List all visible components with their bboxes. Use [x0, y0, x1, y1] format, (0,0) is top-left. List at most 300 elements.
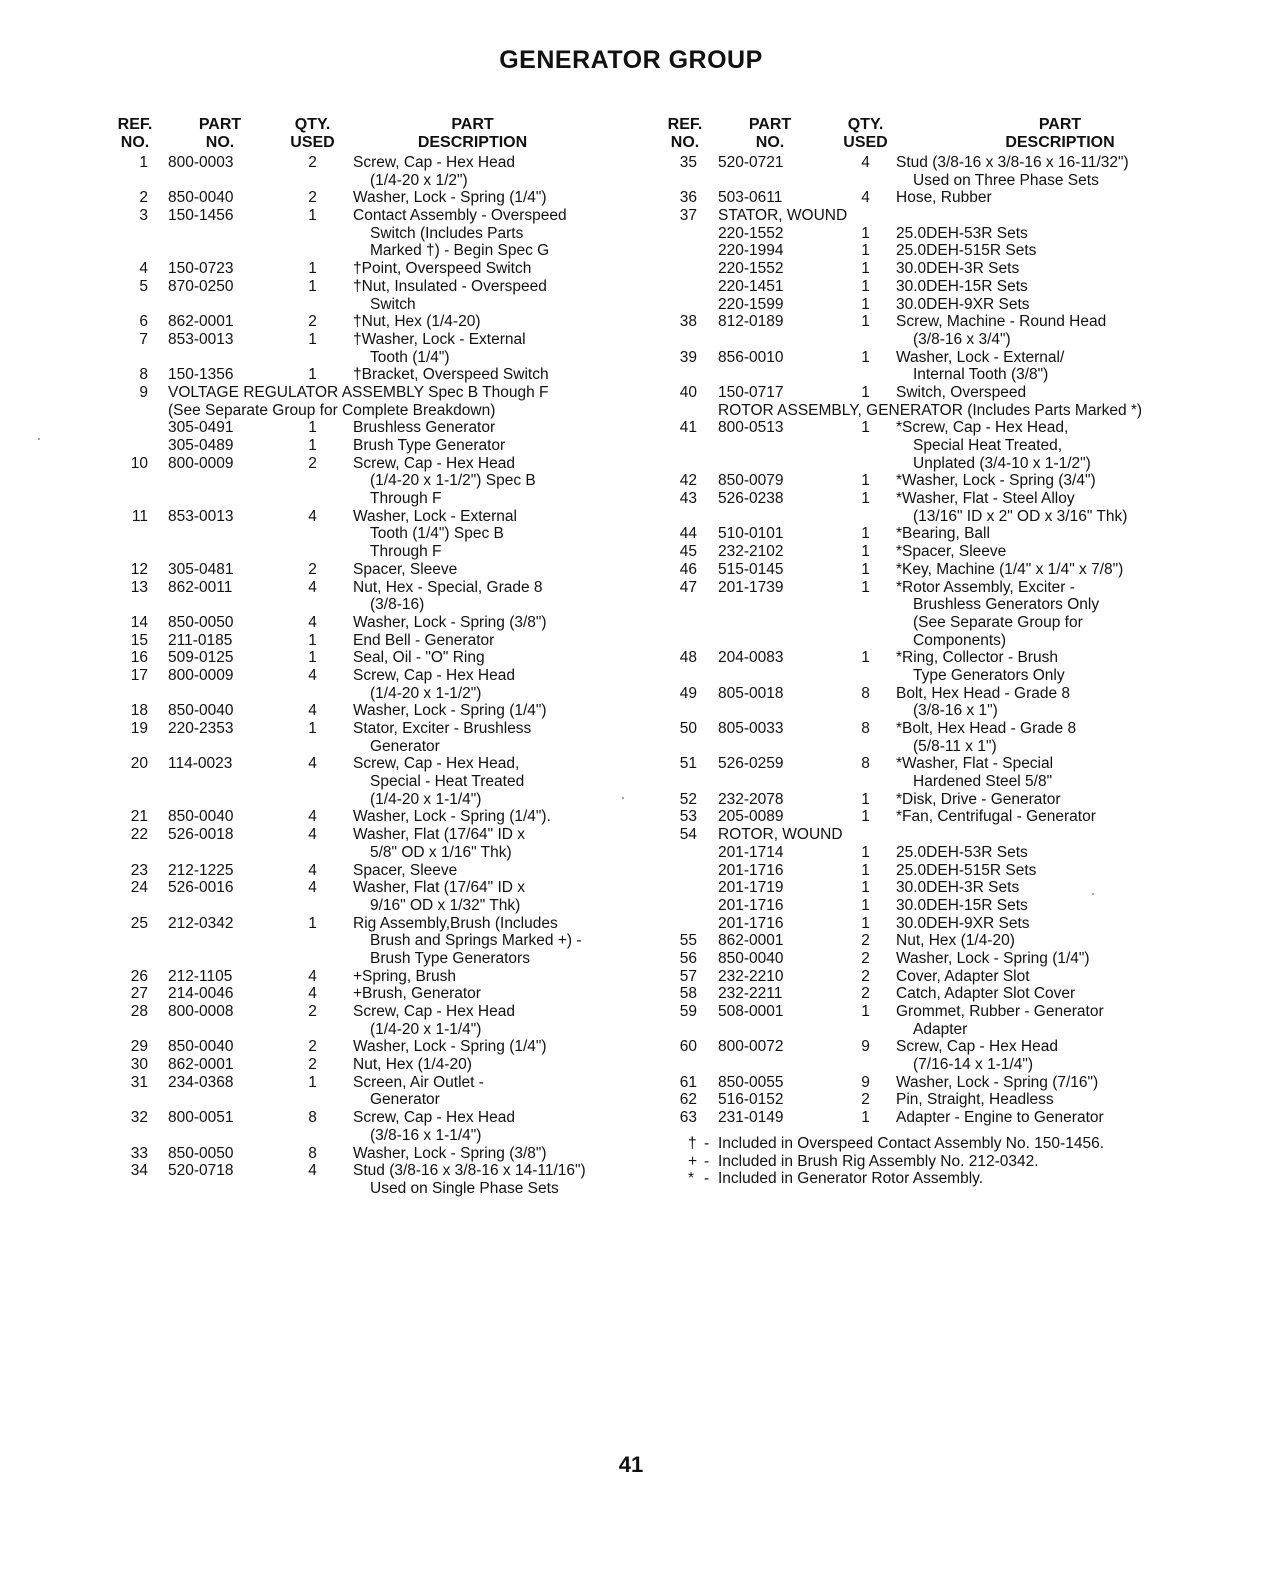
part-no: 201-1716	[718, 896, 784, 914]
table-row	[660, 437, 1200, 455]
qty-used: 1	[308, 649, 317, 667]
part-description: *Washer, Lock - Spring (3/4")	[896, 472, 1096, 490]
ref-no: 62	[679, 1091, 697, 1109]
ref-no: 7	[139, 330, 148, 348]
part-description: Screw, Cap - Hex Head	[353, 1003, 515, 1020]
table-row	[660, 331, 1200, 349]
part-description: Screen, Air Outlet -	[353, 1073, 484, 1091]
part-no: 800-0009	[168, 454, 234, 472]
ref-no: 60	[679, 1038, 697, 1056]
ref-no-header: REF. NO.	[117, 116, 153, 151]
qty-used: 1	[861, 525, 870, 543]
table-row	[660, 826, 1200, 844]
ref-no: 56	[679, 949, 697, 967]
part-description: Washer, Lock - Spring (7/16")	[896, 1073, 1099, 1091]
ref-no: 40	[679, 383, 697, 401]
table-row	[110, 296, 610, 314]
table-row	[660, 844, 1200, 862]
table-row	[660, 543, 1200, 561]
table-row	[660, 189, 1200, 207]
table-row	[660, 685, 1200, 703]
part-description: 25.0DEH-53R Sets	[896, 224, 1028, 242]
qty-used: 4	[308, 967, 317, 985]
table-row	[660, 632, 1200, 650]
qty-used: 1	[308, 366, 317, 384]
table-row	[110, 525, 610, 543]
part-description: 25.0DEH-53R Sets	[896, 843, 1028, 861]
description-continued: 9/16" OD x 1/32" Thk)	[370, 896, 521, 914]
qty-used: 4	[308, 666, 317, 684]
part-description: *Disk, Drive - Generator	[896, 790, 1061, 808]
part-description: Washer, Lock - Spring (1/4")	[353, 189, 547, 207]
part-no: 850-0055	[718, 1073, 784, 1091]
part-description: Contact Assembly - Overspeed	[353, 207, 567, 225]
part-description: 25.0DEH-515R Sets	[896, 861, 1037, 879]
part-description: Seal, Oil - "O" Ring	[353, 649, 485, 667]
part-no: 150-1456	[168, 207, 234, 225]
part-description: Washer, Lock - Spring (1/4")	[353, 1038, 547, 1056]
qty-used: 1	[308, 914, 317, 932]
qty-used: 8	[308, 1109, 317, 1127]
column-header	[110, 116, 610, 154]
ref-no: 61	[679, 1073, 697, 1091]
ref-no: 59	[679, 1003, 697, 1020]
part-description: End Bell - Generator	[353, 631, 495, 649]
table-row	[110, 384, 610, 402]
part-description: Rig Assembly,Brush (Includes	[353, 914, 558, 932]
part-description: Washer, Lock - External/	[896, 348, 1065, 366]
part-no: 231-0149	[718, 1109, 784, 1127]
part-description: *Spacer, Sleeve	[896, 543, 1007, 561]
part-description: *Bearing, Ball	[896, 525, 990, 543]
description-continued: Components)	[913, 631, 1007, 649]
ref-no: 43	[679, 490, 697, 508]
table-row	[660, 791, 1200, 809]
part-no: 805-0018	[718, 684, 784, 702]
description-continued: (1/4-20 x 1-1/4")	[370, 790, 482, 808]
part-no: 201-1716	[718, 914, 784, 932]
qty-used: 1	[861, 1109, 870, 1127]
part-description: Pin, Straight, Headless	[896, 1091, 1054, 1109]
table-row	[110, 543, 610, 561]
part-description: Screw, Machine - Round Head	[896, 313, 1107, 331]
qty-used: 1	[861, 543, 870, 561]
description-continued: (1/4-20 x 1-1/2") Spec B	[370, 472, 536, 490]
part-no: 503-0611	[718, 189, 783, 207]
table-row	[110, 1109, 610, 1127]
legend-item	[660, 1170, 1200, 1188]
ref-no: 49	[679, 684, 697, 702]
part-description: Washer, Lock - Spring (3/8")	[353, 1144, 547, 1162]
part-no: 220-2353	[168, 720, 234, 737]
ref-no: 1	[139, 154, 148, 171]
part-no: 850-0040	[168, 1038, 234, 1056]
part-no: 526-0238	[718, 490, 784, 508]
description-continued: (1/4-20 x 1-1/2")	[370, 684, 482, 702]
ref-no: 33	[130, 1144, 148, 1162]
ref-no: 53	[679, 808, 697, 826]
ref-no: 13	[130, 578, 148, 596]
qty-used: 1	[861, 242, 870, 260]
part-description: Screw, Cap - Hex Head	[353, 1109, 515, 1127]
table-row	[110, 614, 610, 632]
part-description: 30.0DEH-15R Sets	[896, 896, 1028, 914]
part-description: Washer, Lock - Spring (3/8")	[353, 613, 547, 631]
table-row	[660, 897, 1200, 915]
table-row	[110, 490, 610, 508]
table-row	[110, 366, 610, 384]
table-row	[660, 402, 1200, 420]
part-description: Cover, Adapter Slot	[896, 967, 1030, 985]
table-row	[110, 1056, 610, 1074]
part-no: 232-2211	[718, 985, 783, 1003]
description-continued: Brush Type Generators	[370, 949, 530, 967]
description-continued: 5/8" OD x 1/16" Thk)	[370, 843, 512, 861]
part-description: 30.0DEH-9XR Sets	[896, 914, 1030, 932]
section-heading: ROTOR, WOUND	[718, 826, 843, 844]
table-row	[660, 225, 1200, 243]
table-row	[110, 1180, 610, 1198]
table-row	[660, 862, 1200, 880]
table-row	[660, 154, 1200, 172]
scan-speck	[622, 797, 624, 799]
qty-used: 1	[861, 560, 870, 578]
part-description: Nut, Hex - Special, Grade 8	[353, 578, 543, 596]
table-row	[660, 667, 1200, 685]
ref-no: 39	[679, 348, 697, 366]
qty-used: 4	[308, 879, 317, 897]
part-no: 305-0491	[168, 419, 234, 437]
table-row	[660, 879, 1200, 897]
description-continued: (See Separate Group for	[913, 613, 1083, 631]
qty-used: 2	[308, 1056, 317, 1074]
table-row	[110, 455, 610, 473]
table-row	[110, 915, 610, 933]
table-row	[660, 773, 1200, 791]
qty-used: 8	[861, 684, 870, 702]
part-description: *Screw, Cap - Hex Head,	[896, 419, 1069, 437]
qty-used: 1	[861, 790, 870, 808]
part-no: 862-0011	[168, 578, 233, 596]
part-description: Hose, Rubber	[896, 189, 992, 207]
ref-no: 51	[679, 755, 697, 773]
part-no: 850-0079	[718, 472, 784, 490]
description-continued: Special Heat Treated,	[913, 437, 1063, 454]
qty-used: 8	[308, 1144, 317, 1162]
table-row	[660, 1038, 1200, 1056]
part-description: Stud (3/8-16 x 3/8-16 x 16-11/32")	[896, 154, 1129, 171]
qty-used: 4	[308, 861, 317, 879]
qty-used: 1	[308, 631, 317, 649]
table-row	[110, 1003, 610, 1021]
table-row	[110, 402, 610, 420]
ref-no: 30	[130, 1056, 148, 1074]
qty-used: 1	[861, 224, 870, 242]
part-no: 508-0001	[718, 1003, 784, 1020]
qty-used: 2	[308, 189, 317, 207]
qty-used: 2	[308, 1003, 317, 1020]
table-row	[110, 667, 610, 685]
part-description: *Washer, Flat - Special	[896, 755, 1054, 773]
part-no: 201-1716	[718, 861, 784, 879]
description-continued: Special - Heat Treated	[370, 773, 525, 791]
qty-used: 9	[861, 1073, 870, 1091]
table-row	[110, 313, 610, 331]
table-row	[660, 702, 1200, 720]
part-no: 510-0101	[718, 525, 784, 543]
part-no: 205-0089	[718, 808, 784, 826]
table-row	[110, 1038, 610, 1056]
part-description: Washer, Lock - Spring (1/4")	[896, 949, 1090, 967]
part-no: 114-0023	[168, 755, 233, 773]
description-continued: Generator	[370, 1091, 440, 1109]
description-continued: Generator	[370, 737, 440, 755]
part-no: 220-1552	[718, 224, 784, 242]
part-no: 150-0723	[168, 260, 234, 278]
part-no: 812-0189	[718, 313, 784, 331]
qty-used: 4	[308, 613, 317, 631]
table-row	[110, 702, 610, 720]
ref-no: 25	[130, 914, 148, 932]
part-description: Screw, Cap - Hex Head	[353, 154, 515, 171]
table-row	[660, 755, 1200, 773]
qty-used: 8	[861, 755, 870, 773]
legend-text: Included in Brush Rig Assembly No. 212-0342.	[718, 1152, 1039, 1170]
table-row	[110, 579, 610, 597]
table-row	[110, 472, 610, 490]
page-number: 41	[618, 1452, 644, 1477]
part-no: 150-0717	[718, 383, 784, 401]
part-no: 526-0016	[168, 879, 234, 897]
part-description: †Nut, Hex (1/4-20)	[353, 313, 481, 331]
description-continued: (7/16-14 x 1-1/4")	[913, 1056, 1034, 1074]
description-continued: Used on Three Phase Sets	[913, 171, 1099, 189]
qty-used: 1	[861, 808, 870, 826]
table-row	[110, 225, 610, 243]
ref-no: 35	[679, 154, 697, 171]
description-continued: (3/8-16 x 1-1/4")	[370, 1126, 482, 1144]
qty-used: 1	[861, 260, 870, 278]
ref-no: 44	[679, 525, 697, 543]
part-no: 220-1994	[718, 242, 784, 260]
table-row	[110, 278, 610, 296]
table-row	[660, 915, 1200, 933]
ref-no: 41	[679, 419, 697, 437]
legend-dash: -	[704, 1134, 710, 1152]
part-description: Spacer, Sleeve	[353, 861, 458, 879]
table-row	[110, 1145, 610, 1163]
qty-used: 4	[308, 808, 317, 826]
table-row	[110, 561, 610, 579]
table-row	[660, 384, 1200, 402]
table-row	[110, 260, 610, 278]
legend-symbol: †	[688, 1134, 697, 1152]
qty-used: 1	[308, 720, 317, 737]
qty-used-header: QTY. USED	[290, 116, 335, 151]
table-row	[660, 242, 1200, 260]
section-heading: (See Separate Group for Complete Breakdown)	[168, 401, 496, 419]
section-heading: ROTOR ASSEMBLY, GENERATOR (Includes Parts Marked *)	[718, 401, 1143, 419]
table-row	[660, 278, 1200, 296]
part-no: 850-0040	[168, 702, 234, 720]
part-description: Washer, Lock - Spring (1/4").	[353, 808, 551, 826]
ref-no: 48	[679, 649, 697, 667]
qty-used: 4	[308, 702, 317, 720]
part-no: 850-0050	[168, 1144, 234, 1162]
description-continued: Through F	[370, 543, 442, 561]
part-no: 232-2210	[718, 967, 784, 985]
part-description: *Rotor Assembly, Exciter -	[896, 578, 1075, 596]
qty-used: 8	[861, 720, 870, 737]
part-description: Washer, Lock - External	[353, 507, 517, 525]
table-row	[660, 490, 1200, 508]
part-description: *Key, Machine (1/4" x 1/4" x 7/8")	[896, 560, 1124, 578]
ref-no: 24	[130, 879, 148, 897]
qty-used: 1	[861, 383, 870, 401]
ref-no: 17	[130, 666, 148, 684]
part-no: 800-0051	[168, 1109, 234, 1127]
qty-used: 1	[308, 1073, 317, 1091]
table-row	[110, 154, 610, 172]
qty-used: 9	[861, 1038, 870, 1056]
legend-dash: -	[704, 1152, 710, 1170]
table-row	[660, 313, 1200, 331]
qty-used: 4	[308, 826, 317, 844]
scan-speck	[1092, 893, 1094, 895]
part-description: Screw, Cap - Hex Head	[353, 454, 515, 472]
table-row	[660, 1074, 1200, 1092]
qty-used: 1	[308, 419, 317, 437]
part-no: 516-0152	[718, 1091, 784, 1109]
table-row	[110, 791, 610, 809]
part-no: 305-0489	[168, 437, 234, 454]
table-row	[110, 808, 610, 826]
part-description: *Fan, Centrifugal - Generator	[896, 808, 1096, 826]
table-row	[110, 242, 610, 260]
part-no: 212-1225	[168, 861, 234, 879]
table-row	[110, 773, 610, 791]
ref-no: 5	[139, 277, 148, 295]
table-row	[660, 614, 1200, 632]
table-row	[660, 1056, 1200, 1074]
description-continued: Used on Single Phase Sets	[370, 1179, 559, 1197]
table-row	[110, 755, 610, 773]
part-description: Brushless Generator	[353, 419, 496, 437]
qty-used: 2	[308, 154, 317, 171]
ref-no: 42	[679, 472, 697, 490]
qty-used: 1	[308, 437, 317, 454]
part-no: 305-0481	[168, 560, 234, 578]
part-no: 800-0072	[718, 1038, 784, 1056]
part-description: Bolt, Hex Head - Grade 8	[896, 684, 1071, 702]
table-row	[660, 525, 1200, 543]
table-row	[110, 437, 610, 455]
qty-used: 1	[861, 896, 870, 914]
table-row	[660, 649, 1200, 667]
table-row	[110, 1074, 610, 1092]
part-no: 204-0083	[718, 649, 784, 667]
part-no: 234-0368	[168, 1073, 234, 1091]
part-no: 214-0046	[168, 985, 234, 1003]
description-continued: Internal Tooth (3/8")	[913, 366, 1049, 384]
part-no: 800-0003	[168, 154, 234, 171]
qty-used: 1	[861, 914, 870, 932]
part-description: †Nut, Insulated - Overspeed	[353, 277, 547, 295]
qty-used: 2	[861, 949, 870, 967]
table-row	[110, 331, 610, 349]
table-row	[110, 720, 610, 738]
qty-used: 1	[861, 843, 870, 861]
part-no: 220-1451	[718, 277, 784, 295]
table-row	[660, 1003, 1200, 1021]
part-description: 25.0DEH-515R Sets	[896, 242, 1037, 260]
ref-no: 36	[679, 189, 697, 207]
part-description: †Washer, Lock - External	[353, 330, 526, 348]
description-continued: Adapter	[913, 1020, 968, 1038]
qty-used: 2	[861, 967, 870, 985]
part-description: 30.0DEH-3R Sets	[896, 260, 1020, 278]
ref-no: 23	[130, 861, 148, 879]
ref-no: 31	[130, 1073, 148, 1091]
description-continued: (3/8-16 x 3/4")	[913, 330, 1011, 348]
ref-no: 54	[679, 826, 697, 844]
qty-used: 1	[861, 313, 870, 331]
table-row	[110, 189, 610, 207]
ref-no: 34	[130, 1162, 148, 1180]
ref-no: 6	[139, 313, 148, 331]
ref-no: 50	[679, 720, 697, 737]
part-no: 201-1719	[718, 879, 784, 897]
part-no: 520-0718	[168, 1162, 234, 1180]
part-description: 30.0DEH-9XR Sets	[896, 295, 1030, 313]
ref-no: 32	[130, 1109, 148, 1127]
table-row	[660, 296, 1200, 314]
qty-used: 2	[861, 985, 870, 1003]
table-row	[660, 561, 1200, 579]
parts-list-right	[660, 154, 1200, 1127]
table-row	[660, 349, 1200, 367]
table-row	[660, 968, 1200, 986]
part-description: *Bolt, Hex Head - Grade 8	[896, 720, 1077, 737]
part-description: Nut, Hex (1/4-20)	[896, 932, 1015, 950]
table-row	[110, 826, 610, 844]
table-row	[660, 260, 1200, 278]
qty-used: 1	[861, 295, 870, 313]
part-description: Catch, Adapter Slot Cover	[896, 985, 1076, 1003]
part-no: 201-1714	[718, 843, 784, 861]
part-description: Nut, Hex (1/4-20)	[353, 1056, 472, 1074]
table-row	[110, 932, 610, 950]
description-continued: Through F	[370, 490, 442, 508]
ref-no: 21	[130, 808, 148, 826]
scan-speck	[38, 438, 40, 440]
ref-no: 26	[130, 967, 148, 985]
part-no: 212-0342	[168, 914, 234, 932]
table-row	[110, 649, 610, 667]
part-description: +Spring, Brush	[353, 967, 456, 985]
qty-used: 4	[861, 154, 870, 171]
part-description: Washer, Flat (17/64" ID x	[353, 826, 526, 844]
part-no: 201-1739	[718, 578, 784, 596]
part-description: Screw, Cap - Hex Head	[896, 1038, 1058, 1056]
qty-used: 1	[861, 649, 870, 667]
ref-no: 22	[130, 826, 148, 844]
part-no: 870-0250	[168, 277, 234, 295]
ref-no: 29	[130, 1038, 148, 1056]
table-row	[660, 419, 1200, 437]
qty-used: 4	[308, 578, 317, 596]
part-no: 856-0010	[718, 348, 784, 366]
